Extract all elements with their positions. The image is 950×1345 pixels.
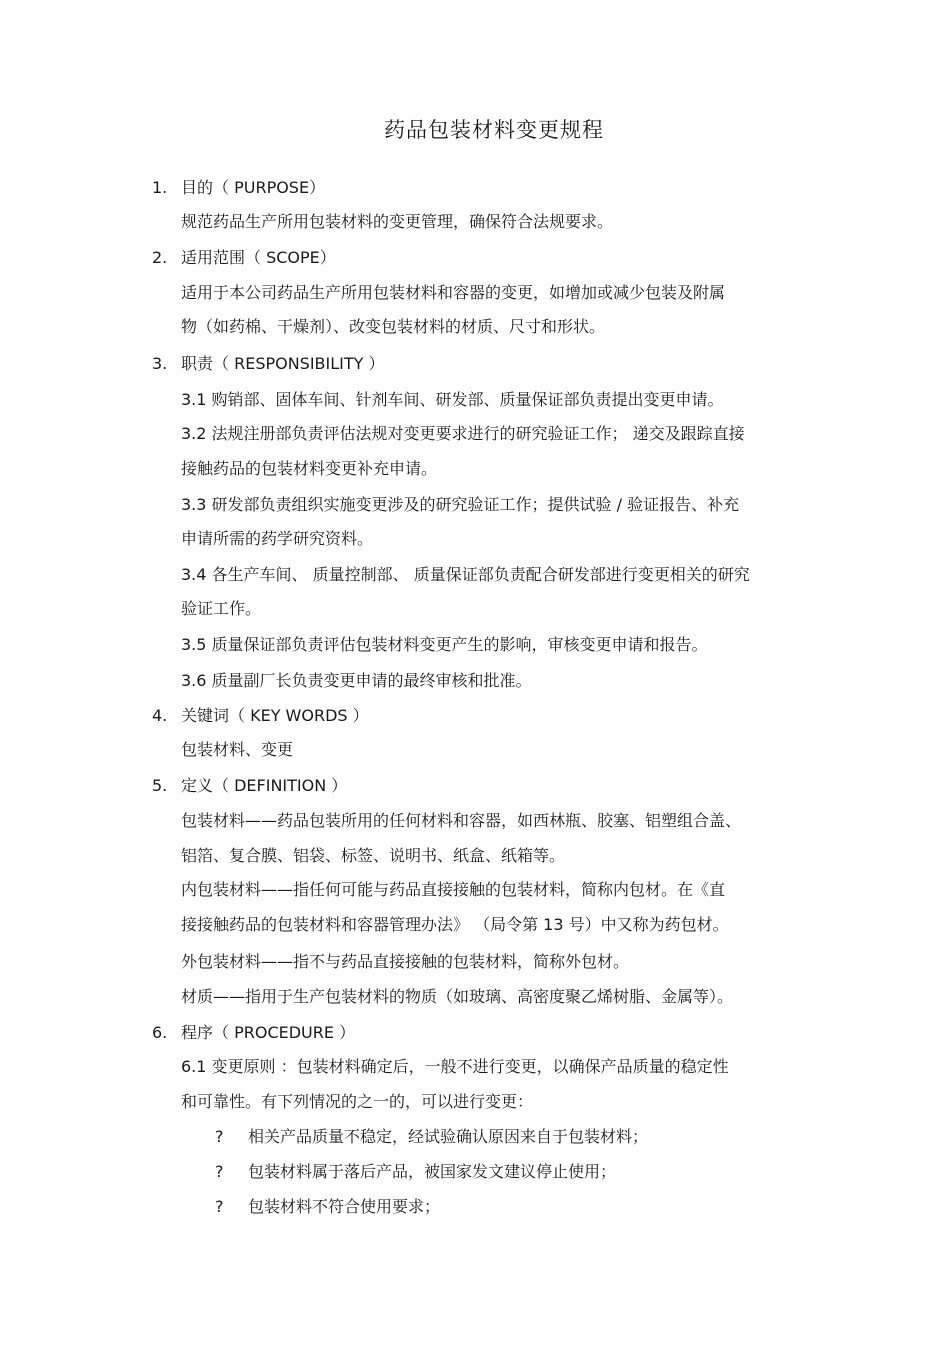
paragraph-line: 6.1 变更原则 ：包装材料确定后，一般不进行变更，以确保产品质量的稳定性 <box>181 1057 729 1076</box>
bullet-icon: ? <box>215 1197 224 1216</box>
paragraph-line: 3.2 法规注册部负责评估法规对变更要求进行的研究验证工作； 递交及跟踪直接 <box>181 424 745 443</box>
section-number: 4. <box>152 706 168 725</box>
list-item <box>215 1195 440 1219</box>
section-heading <box>152 704 369 728</box>
paragraph-line: 3.6 质量副厂长负责变更申请的最终审核和批准。 <box>181 671 532 690</box>
section-title: 关键词（ KEY WORDS ） <box>181 706 369 725</box>
section-title: 目的（ PURPOSE） <box>181 178 326 197</box>
paragraph-line: 和可靠性。有下列情况的之一的，可以进行变更： <box>181 1092 534 1111</box>
section-heading <box>152 774 347 798</box>
section-number: 5. <box>152 776 168 795</box>
bullet-icon: ? <box>215 1162 224 1181</box>
paragraph-line: 3.3 研发部负责组织实施变更涉及的研究验证工作；提供试验 / 验证报告、补充 <box>181 495 740 514</box>
section-number: 6. <box>152 1023 168 1042</box>
paragraph-line: 包装材料、变更 <box>181 740 294 759</box>
section-heading <box>152 352 385 376</box>
paragraph-line: 申请所需的药学研究资料。 <box>181 529 374 548</box>
list-item <box>215 1160 616 1184</box>
paragraph-line: 接接触药品的包装材料和容器管理办法》 （局令第 13 号）中又称为药包材。 <box>181 915 729 934</box>
section-number: 1. <box>152 178 168 197</box>
paragraph-line: 验证工作。 <box>181 599 262 618</box>
document-title: 药品包装材料变更规程 <box>384 118 604 142</box>
section-title: 程序（ PROCEDURE ） <box>181 1023 356 1042</box>
paragraph-line: 接触药品的包装材料变更补充申请。 <box>181 459 438 478</box>
section-title: 适用范围（ SCOPE） <box>181 248 336 267</box>
section-heading <box>152 246 336 270</box>
paragraph-line: 材质——指用于生产包装材料的物质（如玻璃、高密度聚乙烯树脂、金属等）。 <box>181 987 734 1006</box>
paragraph-line: 规范药品生产所用包装材料的变更管理，确保符合法规要求。 <box>181 212 614 231</box>
paragraph-line: 物（如药棉、干燥剂）、改变包装材料的材质、尺寸和形状。 <box>181 317 606 336</box>
section-title: 职责（ RESPONSIBILITY ） <box>181 354 385 373</box>
paragraph-line: 3.1 购销部、固体车间、针剂车间、研发部、质量保证部负责提出变更申请。 <box>181 390 724 409</box>
paragraph-line: 包装材料——药品包装所用的任何材料和容器，如西林瓶、胶塞、铝塑组合盖、 <box>181 811 742 830</box>
paragraph-line: 适用于本公司药品生产所用包装材料和容器的变更，如增加或减少包装及附属 <box>181 283 726 302</box>
section-number: 3. <box>152 354 168 373</box>
section-heading <box>152 176 325 200</box>
section-heading <box>152 1021 355 1045</box>
list-item-text: 包装材料不符合使用要求； <box>248 1197 441 1216</box>
paragraph-line: 铝箔、复合膜、铝袋、标签、说明书、纸盒、纸箱等。 <box>181 846 566 865</box>
list-item-text: 包装材料属于落后产品，被国家发文建议停止使用； <box>248 1162 617 1181</box>
bullet-icon: ? <box>215 1127 224 1146</box>
paragraph-line: 3.5 质量保证部负责评估包装材料变更产生的影响，审核变更申请和报告。 <box>181 635 708 654</box>
paragraph-line: 外包装材料——指不与药品直接接触的包装材料，简称外包材。 <box>181 952 630 971</box>
section-title: 定义（ DEFINITION ） <box>181 776 348 795</box>
paragraph-line: 3.4 各生产车间、 质量控制部、 质量保证部负责配合研发部进行变更相关的研究 <box>181 565 750 584</box>
paragraph-line: 内包装材料——指任何可能与药品直接接触的包装材料，简称内包材。在《直 <box>181 880 726 899</box>
list-item <box>215 1125 648 1149</box>
list-item-text: 相关产品质量不稳定，经试验确认原因来自于包装材料； <box>248 1127 649 1146</box>
section-number: 2. <box>152 248 168 267</box>
